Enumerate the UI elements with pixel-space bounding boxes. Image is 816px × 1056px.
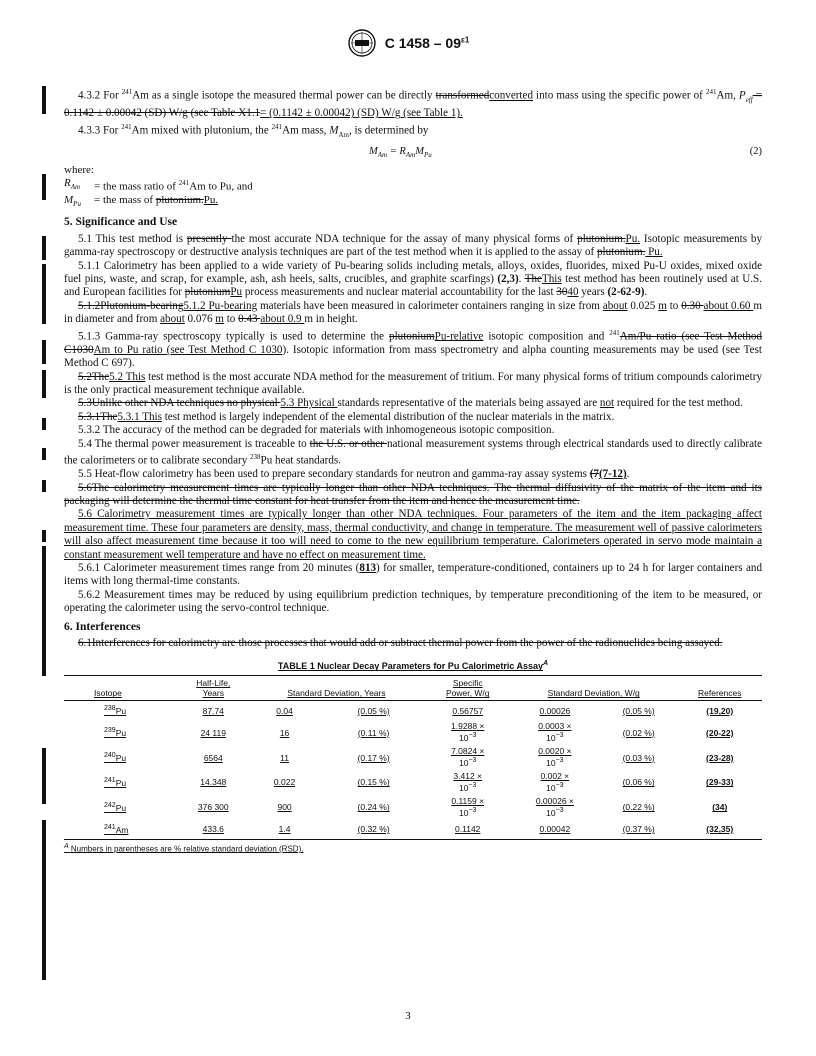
- where-label: where:: [64, 164, 94, 177]
- cell-isotope: $^{241}$Pu: [104, 777, 127, 788]
- cell-specific-power: 0.1142: [455, 824, 481, 835]
- cell-sd-wg: 0.00026: [539, 705, 571, 716]
- para-5-3-2: 5.3.2 The accuracy of the method can be degraded for materials with inhomogeneous isotopic composition.: [78, 424, 555, 437]
- cell-sd-years-pct: (0.32 %): [357, 824, 390, 835]
- cell-reference: (34): [712, 802, 728, 813]
- cell-specific-power: $\frac{3.412 \times}{10^{-3}}$: [453, 771, 483, 793]
- page-body: [64, 86, 762, 853]
- equation-2: $M_{Am} = R_{Am}M_{Pu}$ (2): [369, 146, 762, 160]
- cell-sd-years-pct: (0.17 %): [357, 752, 390, 763]
- cell-specific-power: $\frac{1.9288 \times}{10^{-3}}$: [451, 721, 485, 744]
- cell-sd-years: 16: [279, 727, 290, 738]
- change-bar: [42, 86, 46, 114]
- definition-ram: $R_{Am}$ = the mass ratio of $^{241}$Am to Pu, and: [64, 177, 253, 193]
- para-5-6: 5.6 Calorimetry measurement times are typically longer than other NDA techniques. Four parameters of the item and the item packaging affect measurement time. These four parameters are density, mass, thermal conductivity, and change in temperature. The measurement well of passive calorimeters will also affect measurement time because it too will need to come to the new equilibrium temperature. Calorimeters operated in servo mode maintain a constant measurement well temperature and have no effect on measurement time.: [64, 508, 762, 561]
- cell-sd-years: 1.4: [278, 824, 291, 835]
- table-row: [64, 770, 762, 795]
- para-5-4: 5.4 The thermal power measurement is traceable to the U.S. or other national measurement systems through electrical standards used to directly calibrate the calorimeters or to calibrate secondary $^{238}$Pu heat standards.: [64, 437, 762, 467]
- change-bar: [42, 480, 46, 492]
- para-5-1-1: 5.1.1 Calorimetry has been applied to a wide variety of Pu-bearing solids including metals, alloys, oxides, fluorides, mixed Pu-U oxides, mixed oxide fuel pins, waste, and scrap, for example, ash, ash heels, salts, crucibles, and graphite scarfings) (2,3). TheThis test method has been routinely used at U.S. and European facilities for plutoniumPu process measurements and nuclear material accountability for the last 3040 years (2-62-9).: [64, 259, 762, 299]
- document-header: [0, 28, 816, 68]
- col-specific-power: Specific Power, W/g: [445, 678, 490, 699]
- cell-isotope: $^{238}$Pu: [104, 705, 127, 717]
- cell-specific-power: 0.56757: [452, 705, 484, 716]
- cell-sd-wg: $\frac{0.0003 \times}{10^{-3}}$: [538, 721, 572, 744]
- cell-sd-wg-pct: (0.22 %): [622, 802, 655, 813]
- cell-sd-wg: 0.00042: [539, 824, 571, 835]
- change-bar: [42, 174, 46, 200]
- cell-specific-power: $\frac{0.1159 \times}{10^{-3}}$: [451, 795, 485, 818]
- cell-sd-years-pct: (0.24 %): [357, 802, 390, 813]
- page-number: 3: [405, 1010, 411, 1022]
- change-bar: [42, 748, 46, 804]
- para-5-1-2: 5.1.2Plutonium-bearing5.1.2 Pu-bearing materials have been measured in calorimeter containers ranging in size from about 0.025 m to 0.30 about 0.60 m in diameter and from about 0.076 m to 0.43 about 0.9 m in height.: [64, 299, 762, 326]
- cell-sd-wg-pct: (0.06 %): [622, 777, 655, 788]
- para-6-1-deleted: 6.1Interferences for calorimetry are those processes that would add or subtract thermal power from the power of the radionuclides being assayed.: [78, 636, 723, 649]
- cell-reference: (19,20): [706, 705, 734, 716]
- cell-half-life: 24 119: [200, 727, 226, 738]
- cell-sd-years-pct: (0.05 %): [357, 705, 390, 716]
- cell-reference: (32,35): [706, 824, 734, 835]
- para-5-2: 5.2The5.2 This test method is the most accurate NDA method for the measurement of tritium. For many physical forms of tritium compounds calorimetry is the only practical measurement technique available.: [64, 370, 762, 396]
- cell-specific-power: $\frac{7.0824 \times}{10^{-3}}$: [451, 746, 485, 769]
- cell-reference: (20-22): [706, 727, 734, 738]
- cell-sd-years: 0.022: [273, 777, 296, 788]
- change-bar: [42, 370, 46, 398]
- cell-sd-years-pct: (0.11 %): [357, 727, 390, 738]
- cell-sd-wg: $\frac{0.0020 \times}{10^{-3}}$: [538, 746, 572, 769]
- para-5-1-3: 5.1.3 Gamma-ray spectroscopy typically is used to determine the plutoniumPu-relative isotopic composition and $^{241}$Am/Pu ratio (see Test Method C1030Am to Pu ratio (see Test Method C 1030). Isotopic information from mass spectrometry and alpha counting measurements may be used (see Test Method C 697).: [64, 328, 763, 370]
- document-title: C $1458 - 09^{\varepsilon 1}$: [384, 35, 470, 51]
- col-half-life: Half-Life, Years: [196, 678, 231, 699]
- cell-sd-years: 900: [277, 802, 292, 813]
- change-bar: [42, 448, 46, 460]
- para-5-6-2: 5.6.2 Measurement times may be reduced by using equilibrium prediction techniques, by temperature preconditioning of the item to be measured, or operating the calorimeter using the servo-control technique.: [64, 588, 762, 615]
- col-isotope: Isotope: [94, 688, 122, 699]
- para-5-3-1: 5.3.1The5.3.1 This test method is largely independent of the elemental distribution of the nuclear materials in the matrix.: [78, 410, 615, 423]
- change-bar: [42, 530, 46, 542]
- cell-half-life: 433.6: [202, 824, 224, 835]
- cell-half-life: 87.74: [202, 705, 224, 716]
- col-references: References: [698, 688, 742, 699]
- cell-isotope: $^{240}$Pu: [104, 752, 127, 764]
- cell-half-life: 376 300: [197, 802, 229, 813]
- para-4-3-2: 4.3.2 For $^{241}$Am as a single isotope the measured thermal power can be directly transformedconverted into mass using the specific power of $^{241}$Am, $P_{eff} = 0.1142 \pm 0.00042$ (SD) W/g (see Table X1.1= (0.1142 ± 0.00042) (SD) W/g (see Table 1).: [64, 88, 762, 120]
- change-bar: [42, 340, 46, 364]
- para-5-6-1: 5.6.1 Calorimeter measurement times range from 20 minutes (813) for smaller, temperature-conditioned, containers up to 24 h for larger containers and items with long thermal-time constants.: [64, 561, 762, 588]
- para-5-6-deleted: 5.6The calorimetry measurement times are typically longer than other NDA techniques. The thermal diffusivity of the matrix of the item and its packaging will determine the thermal time constant for heat transfer from the item and hence the measurement time.: [64, 481, 762, 507]
- change-bar: [42, 546, 46, 676]
- astm-logo-icon: [347, 28, 377, 58]
- cell-isotope: $^{239}$Pu: [104, 727, 127, 739]
- cell-sd-wg: $\frac{0.00026 \times}{10^{-3}}$: [535, 795, 574, 818]
- table-row: [64, 795, 762, 820]
- cell-sd-years: 11: [280, 752, 289, 763]
- cell-sd-wg: $\frac{0.002 \times}{10^{-3}}$: [540, 771, 570, 793]
- table-footnote: $^A$ Numbers in parentheses are % relative standard deviation (RSD).: [64, 842, 304, 854]
- table-row: [64, 745, 762, 770]
- cell-half-life: 14.348: [200, 777, 227, 788]
- table-row: [64, 720, 762, 745]
- cell-sd-wg-pct: (0.05 %): [622, 705, 655, 716]
- table-header-row: [64, 676, 762, 701]
- cell-half-life: 6564: [203, 752, 223, 763]
- change-bar: [42, 264, 46, 324]
- section-heading-6: 6. Interferences: [64, 620, 141, 633]
- cell-isotope: $^{241}$Am: [104, 823, 129, 835]
- para-5-5: 5.5 Heat-flow calorimetry has been used to prepare secondary standards for neutron and gamma-ray assay systems (7(7-12).: [78, 468, 630, 481]
- cell-sd-wg-pct: (0.03 %): [622, 752, 655, 763]
- table-row: [64, 820, 762, 840]
- cell-reference: (23-28): [706, 752, 734, 763]
- decay-parameters-table: [64, 675, 762, 839]
- col-sd-wg: Standard Deviation, W/g: [547, 688, 640, 699]
- cell-sd-wg-pct: (0.02 %): [622, 727, 655, 738]
- table-caption: TABLE 1 Nuclear Decay Parameters for Pu Calorimetric Assay$^A$: [277, 660, 549, 672]
- section-heading-5: 5. Significance and Use: [64, 216, 178, 229]
- cell-isotope: $^{242}$Pu: [104, 801, 127, 813]
- col-sd-years: Standard Deviation, Years: [287, 688, 386, 699]
- para-5-1: 5.1 This test method is presently the most accurate NDA technique for the assay of many physical forms of plutonium.Pu. Isotopic measurements by gamma-ray spectroscopy or destructive analysis techniques are part of the test method when it is applied to the assay of plutonium. Pu.: [64, 232, 763, 259]
- change-bar: [42, 820, 46, 980]
- table-row: [64, 701, 762, 721]
- cell-sd-years: 0.04: [276, 705, 293, 716]
- definition-mpu: $M_{Pu}$ = the mass of plutonium.Pu.: [64, 194, 219, 209]
- para-5-3: 5.3Unlike other NDA techniques no physical 5.3 Physical standards representative of the materials being assayed are not required for the test method.: [78, 397, 743, 410]
- para-4-3-3: 4.3.3 For $^{241}$Am mixed with plutonium, the $^{241}$Am mass, $M_{Am}$, is determined by: [78, 122, 429, 139]
- change-bar: [42, 418, 46, 430]
- change-bar: [42, 236, 46, 260]
- cell-sd-years-pct: (0.15 %): [357, 777, 390, 788]
- cell-sd-wg-pct: (0.37 %): [622, 824, 655, 835]
- cell-reference: (29-33): [706, 777, 734, 788]
